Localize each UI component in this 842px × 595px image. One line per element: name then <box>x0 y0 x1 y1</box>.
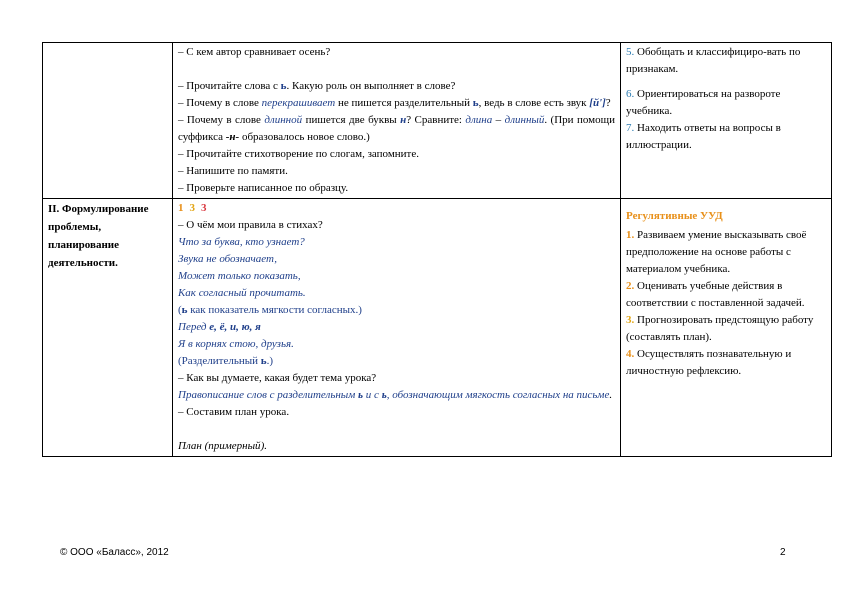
text-segment: и с <box>363 389 382 401</box>
letter-highlight: ь <box>280 80 287 92</box>
text-segment: . <box>609 389 613 401</box>
stage-cell <box>43 199 173 457</box>
marker-number: 3 <box>189 202 195 214</box>
uud-item <box>626 278 826 312</box>
question-line <box>178 95 615 112</box>
content-cell <box>173 199 621 457</box>
stage-cell <box>43 43 173 199</box>
uud-item <box>626 86 826 120</box>
word-highlight: длинный <box>504 114 545 126</box>
text-segment: – <box>492 114 505 126</box>
letter-highlight: е, ё, и, ю, я <box>209 321 261 333</box>
suffix-highlight: -н- <box>225 131 240 143</box>
word-highlight: длинной <box>264 114 303 126</box>
poem-line: Может только показать, <box>178 270 301 282</box>
text-segment: образовалось новое слово.) <box>239 131 370 143</box>
text-segment: ? <box>605 97 611 109</box>
table-row <box>43 43 832 199</box>
uud-text: Прогнозировать предстоящую работу (составлять план). <box>626 314 814 343</box>
uud-cell <box>621 43 832 199</box>
question-line: – Как вы думаете, какая будет тема урока? <box>178 372 377 384</box>
uud-number: 1. <box>626 229 635 241</box>
poem-line: Как согласный прочитать. <box>178 287 306 299</box>
question-line: – Напишите по памяти. <box>178 165 288 177</box>
uud-number: 3. <box>626 314 635 326</box>
markers <box>178 200 615 217</box>
uud-number: 2. <box>626 280 635 292</box>
letter-highlight: н <box>400 114 407 126</box>
marker-number: 1 <box>178 202 184 214</box>
content-cell <box>173 43 621 199</box>
text-segment: .) <box>266 355 274 367</box>
poem-line: Что за буква, кто узнает? <box>178 236 305 248</box>
question-line: – Составим план урока. <box>178 406 290 418</box>
footer-copyright: © ООО «Баласс», 2012 <box>60 547 169 558</box>
question-line: – Прочитайте стихотворение по слогам, запомните. <box>178 148 420 160</box>
text-segment: . (При помощи суффикса <box>178 114 615 143</box>
word-highlight: перекрашивает <box>261 97 336 109</box>
letter-highlight: ь <box>181 304 188 316</box>
uud-text: Осуществлять познавательную и личностную рефлексию. <box>626 348 792 377</box>
text-segment: Перед <box>178 321 210 333</box>
sound-highlight: [й'] <box>589 97 606 109</box>
uud-text: Находить ответы на вопросы в иллюстрации. <box>626 122 781 151</box>
uud-number: 7. <box>626 122 635 134</box>
letter-highlight: ь <box>472 97 479 109</box>
text-segment: (Разделительный <box>178 355 261 367</box>
uud-text: Оценивать учебные действия в соответствии с поставленной задачей. <box>626 280 805 309</box>
uud-number: 4. <box>626 348 635 360</box>
lesson-table <box>42 42 832 457</box>
poem-line: Я в корнях стою, друзья. <box>178 338 294 350</box>
blank-line <box>178 61 615 78</box>
letter-highlight: ь <box>381 389 387 401</box>
uud-item <box>626 227 826 278</box>
poem-answer <box>178 353 615 370</box>
text-segment: пишется две буквы <box>302 114 401 126</box>
text-segment: – Почему в слове <box>178 114 265 126</box>
uud-item <box>626 120 826 154</box>
poem-line <box>178 319 615 336</box>
uud-item <box>626 346 826 380</box>
stage-title: II. Формулирование проблемы, планирование деятельности. <box>48 203 149 269</box>
poem-answer <box>178 302 615 319</box>
text-segment: План ( <box>178 440 209 452</box>
uud-text: Ориентироваться на развороте учебника. <box>626 88 781 117</box>
text-segment: Правописание слов с разделительным <box>178 389 359 401</box>
text-segment: ). <box>260 440 267 452</box>
uud-cell <box>621 199 832 457</box>
text-segment: примерный <box>208 440 261 452</box>
uud-item <box>626 312 826 346</box>
lesson-topic <box>178 387 615 404</box>
blank-line <box>626 78 826 86</box>
blank-line <box>178 421 615 438</box>
plan-line <box>178 438 615 455</box>
question-line: – Проверьте написанное по образцу. <box>178 182 349 194</box>
question-line: – С кем автор сравнивает осень? <box>178 46 331 58</box>
uud-number: 5. <box>626 46 635 58</box>
uud-text: Развиваем умение высказывать своё предположение на основе работы с материалом учебника. <box>626 229 807 275</box>
text-segment: ( <box>178 304 182 316</box>
text-segment: , ведь в слове есть звук <box>478 97 590 109</box>
text-segment: как показатель мягкости согласных.) <box>187 304 362 316</box>
text-segment: – Почему в слове <box>178 97 262 109</box>
uud-item <box>626 44 826 78</box>
text-segment: , обозначающим мягкость согласных на письме <box>386 389 610 401</box>
word-highlight: длина <box>465 114 493 126</box>
marker-number: 3 <box>201 202 207 214</box>
uud-text: Обобщать и классифициро-вать по признакам. <box>626 46 801 75</box>
text-segment: . Какую роль он выполняет в слове? <box>286 80 456 92</box>
uud-title: Регулятивные УУД <box>626 210 723 222</box>
question-line: – О чём мои правила в стихах? <box>178 219 323 231</box>
question-line <box>178 78 615 95</box>
table-row <box>43 199 832 457</box>
letter-highlight: ь <box>260 355 267 367</box>
page-number: 2 <box>780 547 786 558</box>
text-segment: – Прочитайте слова с <box>178 80 281 92</box>
poem-line: Звука не обозначает, <box>178 253 277 265</box>
text-segment: ? Сравните: <box>406 114 466 126</box>
letter-highlight: ь <box>358 389 364 401</box>
uud-number: 6. <box>626 88 635 100</box>
question-line <box>178 112 615 146</box>
text-segment: не пишется разделительный <box>335 97 473 109</box>
